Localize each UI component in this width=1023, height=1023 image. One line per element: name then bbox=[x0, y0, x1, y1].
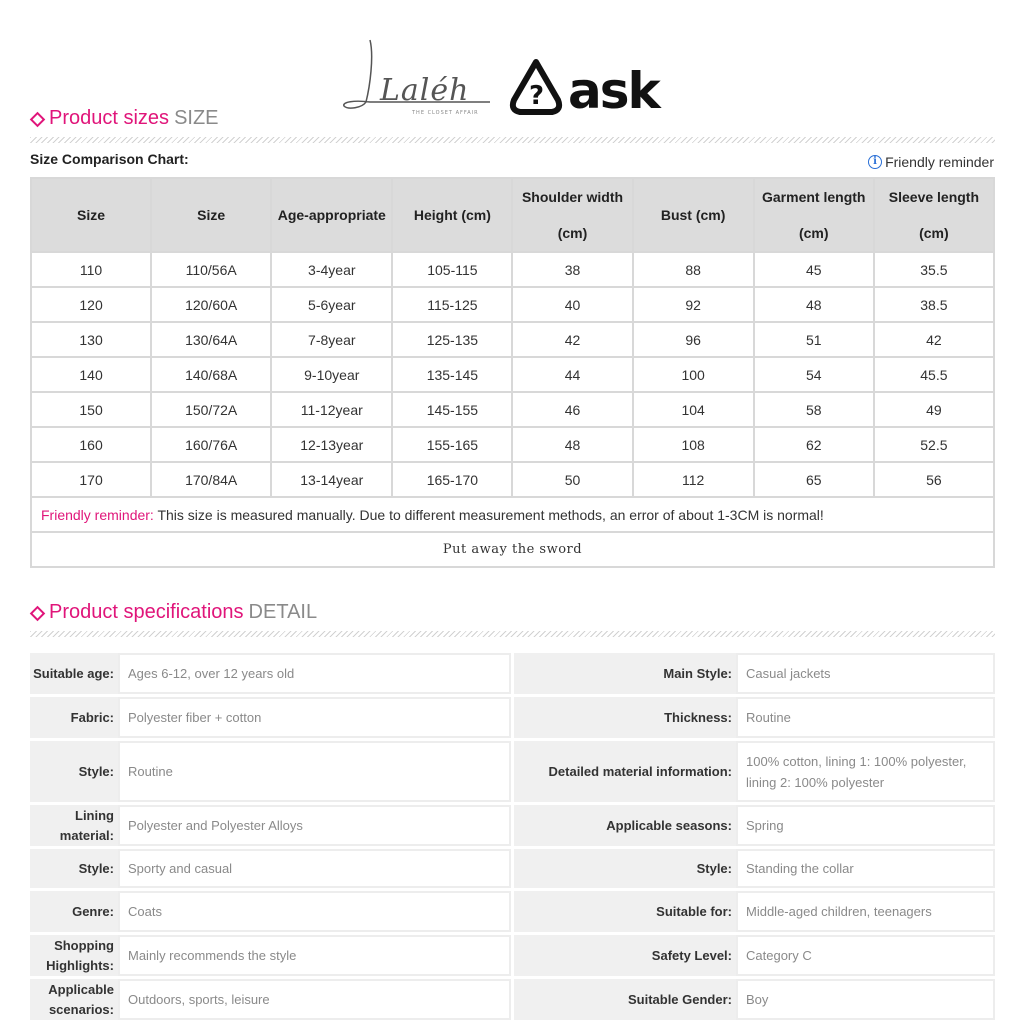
spec-item bbox=[30, 891, 511, 932]
spec-value: 100% cotton, lining 1: 100% polyester, lining 2: 100% polyester bbox=[736, 741, 995, 802]
spec-label: Suitable age: bbox=[30, 653, 118, 694]
table-cell: 125-135 bbox=[393, 323, 511, 356]
size-table-header-cell bbox=[755, 179, 873, 251]
spec-item bbox=[30, 979, 511, 1020]
spec-value: Standing the collar bbox=[736, 849, 995, 888]
spec-row bbox=[30, 653, 995, 694]
spec-value: Outdoors, sports, leisure bbox=[118, 979, 511, 1020]
spec-value: Routine bbox=[118, 741, 511, 802]
header-text: Sleeve length bbox=[888, 189, 980, 205]
table-cell: 62 bbox=[755, 428, 873, 461]
specs-subtitle: DETAIL bbox=[248, 601, 318, 623]
spec-value: Middle-aged children, teenagers bbox=[736, 891, 995, 932]
table-cell: 42 bbox=[513, 323, 631, 356]
table-cell: 165-170 bbox=[393, 463, 511, 496]
size-comparison-table bbox=[30, 177, 995, 568]
spec-value: Casual jackets bbox=[736, 653, 995, 694]
spec-item bbox=[30, 849, 511, 888]
spec-item bbox=[514, 849, 995, 888]
spec-label: Thickness: bbox=[514, 697, 736, 738]
header-text: Garment length bbox=[762, 189, 866, 205]
spec-label: Genre: bbox=[30, 891, 118, 932]
table-cell: 104 bbox=[634, 393, 753, 426]
table-cell: 140/68A bbox=[152, 358, 270, 391]
table-cell: 170/84A bbox=[152, 463, 270, 496]
table-cell: 140 bbox=[32, 358, 150, 391]
table-cell: 48 bbox=[755, 288, 873, 321]
table-cell: 51 bbox=[755, 323, 873, 356]
spec-row bbox=[30, 979, 995, 1020]
friendly-reminder-link[interactable] bbox=[868, 154, 994, 170]
table-cell: 160 bbox=[32, 428, 150, 461]
header-text: (cm) bbox=[919, 225, 949, 241]
table-row bbox=[32, 323, 993, 356]
hatched-divider bbox=[30, 137, 995, 143]
spec-row bbox=[30, 891, 995, 932]
spec-label: Fabric: bbox=[30, 697, 118, 738]
table-cell: 12-13year bbox=[272, 428, 391, 461]
table-cell: 120 bbox=[32, 288, 150, 321]
table-cell: 7-8year bbox=[272, 323, 391, 356]
table-row bbox=[32, 358, 993, 391]
info-icon: i bbox=[868, 155, 882, 169]
header-text: Size bbox=[77, 207, 106, 223]
table-cell: 9-10year bbox=[272, 358, 391, 391]
table-cell: 110/56A bbox=[152, 253, 270, 286]
size-table-header-row bbox=[32, 179, 993, 251]
table-cell: 56 bbox=[875, 463, 993, 496]
spec-label: Detailed material information: bbox=[514, 741, 736, 802]
spec-value: Coats bbox=[118, 891, 511, 932]
table-cell: 3-4year bbox=[272, 253, 391, 286]
table-cell: 120/60A bbox=[152, 288, 270, 321]
table-cell: 105-115 bbox=[393, 253, 511, 286]
spec-value: Spring bbox=[736, 805, 995, 846]
spec-item bbox=[30, 935, 511, 976]
reminder-row bbox=[32, 498, 993, 531]
spec-value: Mainly recommends the style bbox=[118, 935, 511, 976]
table-cell: 96 bbox=[634, 323, 753, 356]
table-cell: 65 bbox=[755, 463, 873, 496]
spec-value: Polyester and Polyester Alloys bbox=[118, 805, 511, 846]
table-cell: 48 bbox=[513, 428, 631, 461]
table-cell: 58 bbox=[755, 393, 873, 426]
spec-item bbox=[30, 697, 511, 738]
table-cell: 100 bbox=[634, 358, 753, 391]
table-cell: 88 bbox=[634, 253, 753, 286]
diamond-bullet-icon bbox=[30, 606, 46, 622]
table-cell: 45 bbox=[755, 253, 873, 286]
table-cell: 130 bbox=[32, 323, 150, 356]
spec-row bbox=[30, 935, 995, 976]
table-cell: 38 bbox=[513, 253, 631, 286]
table-cell: 54 bbox=[755, 358, 873, 391]
spec-value: Category C bbox=[736, 935, 995, 976]
spec-value: Routine bbox=[736, 697, 995, 738]
footer-text: Put away the sword bbox=[32, 533, 993, 566]
hatched-divider bbox=[30, 631, 995, 637]
spec-item bbox=[514, 805, 995, 846]
size-table-header-cell bbox=[272, 179, 391, 251]
reminder-note-label: Friendly reminder: bbox=[41, 506, 154, 523]
svg-text:?: ? bbox=[529, 81, 545, 111]
table-cell: 38.5 bbox=[875, 288, 993, 321]
spec-row bbox=[30, 805, 995, 846]
table-cell: 145-155 bbox=[393, 393, 511, 426]
table-row bbox=[32, 253, 993, 286]
spec-value: Sporty and casual bbox=[118, 849, 511, 888]
reminder-note-text: This size is measured manually. Due to different measurement methods, an error of about 1-3CM is normal! bbox=[153, 506, 824, 523]
header-text: Height (cm) bbox=[413, 207, 491, 223]
table-cell: 52.5 bbox=[875, 428, 993, 461]
spec-row bbox=[30, 849, 995, 888]
spec-value: Boy bbox=[736, 979, 995, 1020]
spec-label: Suitable Gender: bbox=[514, 979, 736, 1020]
spec-label: Style: bbox=[30, 849, 118, 888]
laleh-logo bbox=[340, 36, 500, 118]
header-text: (cm) bbox=[798, 225, 829, 241]
spec-value: Polyester fiber + cotton bbox=[118, 697, 511, 738]
header-text: Size bbox=[197, 207, 226, 223]
table-cell: 112 bbox=[634, 463, 753, 496]
table-cell: 170 bbox=[32, 463, 150, 496]
header-text: Age-appropriate bbox=[277, 207, 386, 223]
table-row bbox=[32, 288, 993, 321]
spec-item bbox=[514, 697, 995, 738]
table-cell: 13-14year bbox=[272, 463, 391, 496]
table-cell: 46 bbox=[513, 393, 631, 426]
sizes-title: Product sizes bbox=[49, 107, 170, 129]
spec-label: Applicable seasons: bbox=[514, 805, 736, 846]
spec-label: Suitable for: bbox=[514, 891, 736, 932]
spec-label: Applicable scenarios: bbox=[30, 979, 118, 1020]
spec-label: Main Style: bbox=[514, 653, 736, 694]
table-cell: 110 bbox=[32, 253, 150, 286]
table-cell: 49 bbox=[875, 393, 993, 426]
specs-title: Product specifications bbox=[49, 601, 244, 623]
table-cell: 108 bbox=[634, 428, 753, 461]
spec-label: Style: bbox=[30, 741, 118, 802]
spec-item bbox=[30, 805, 511, 846]
table-row bbox=[32, 393, 993, 426]
spec-item bbox=[514, 979, 995, 1020]
brand-logos bbox=[340, 36, 690, 118]
spec-value: Ages 6-12, over 12 years old bbox=[118, 653, 511, 694]
table-cell: 115-125 bbox=[393, 288, 511, 321]
friendly-reminder-label: Friendly reminder bbox=[885, 154, 994, 170]
size-table-header-cell bbox=[634, 179, 753, 251]
table-cell: 35.5 bbox=[875, 253, 993, 286]
specs-section-title bbox=[49, 601, 317, 624]
table-cell: 50 bbox=[513, 463, 631, 496]
table-cell: 5-6year bbox=[272, 288, 391, 321]
size-table-header-cell bbox=[513, 179, 631, 251]
table-row bbox=[32, 428, 993, 461]
spec-item bbox=[514, 653, 995, 694]
table-cell: 40 bbox=[513, 288, 631, 321]
spec-item bbox=[30, 741, 511, 802]
footer-row bbox=[32, 533, 993, 566]
table-cell: 130/64A bbox=[152, 323, 270, 356]
spec-label: Lining material: bbox=[30, 805, 118, 846]
size-table-header-cell bbox=[152, 179, 270, 251]
reminder-note bbox=[32, 498, 993, 531]
diamond-bullet-icon bbox=[30, 112, 46, 128]
laleh-wordmark: Laléh bbox=[380, 73, 470, 108]
spec-row bbox=[30, 741, 995, 802]
size-chart-label: Size Comparison Chart: bbox=[30, 151, 189, 167]
table-cell: 44 bbox=[513, 358, 631, 391]
spec-item bbox=[514, 935, 995, 976]
table-row bbox=[32, 463, 993, 496]
table-cell: 92 bbox=[634, 288, 753, 321]
size-table-header-cell bbox=[393, 179, 511, 251]
header-text: Bust (cm) bbox=[660, 207, 726, 223]
table-cell: 135-145 bbox=[393, 358, 511, 391]
specifications-grid bbox=[30, 653, 995, 1023]
spec-item bbox=[514, 741, 995, 802]
spec-row bbox=[30, 697, 995, 738]
table-cell: 155-165 bbox=[393, 428, 511, 461]
laleh-tagline: THE CLOSET AFFAIR bbox=[412, 110, 479, 116]
size-table-header-cell bbox=[32, 179, 150, 251]
table-cell: 45.5 bbox=[875, 358, 993, 391]
spec-label: Style: bbox=[514, 849, 736, 888]
table-cell: 160/76A bbox=[152, 428, 270, 461]
sizes-subtitle: SIZE bbox=[174, 107, 219, 129]
header-text: Shoulder width bbox=[521, 189, 624, 205]
sizes-section-title bbox=[49, 107, 219, 130]
ask-logo bbox=[506, 58, 686, 118]
spec-label: Safety Level: bbox=[514, 935, 736, 976]
ask-wordmark: ask bbox=[568, 62, 659, 118]
spec-label: Shopping Highlights: bbox=[30, 935, 118, 976]
table-cell: 150/72A bbox=[152, 393, 270, 426]
size-table-header-cell bbox=[875, 179, 993, 251]
header-text: (cm) bbox=[557, 225, 588, 241]
table-cell: 11-12year bbox=[272, 393, 391, 426]
table-cell: 150 bbox=[32, 393, 150, 426]
spec-item bbox=[514, 891, 995, 932]
table-cell: 42 bbox=[875, 323, 993, 356]
spec-item bbox=[30, 653, 511, 694]
